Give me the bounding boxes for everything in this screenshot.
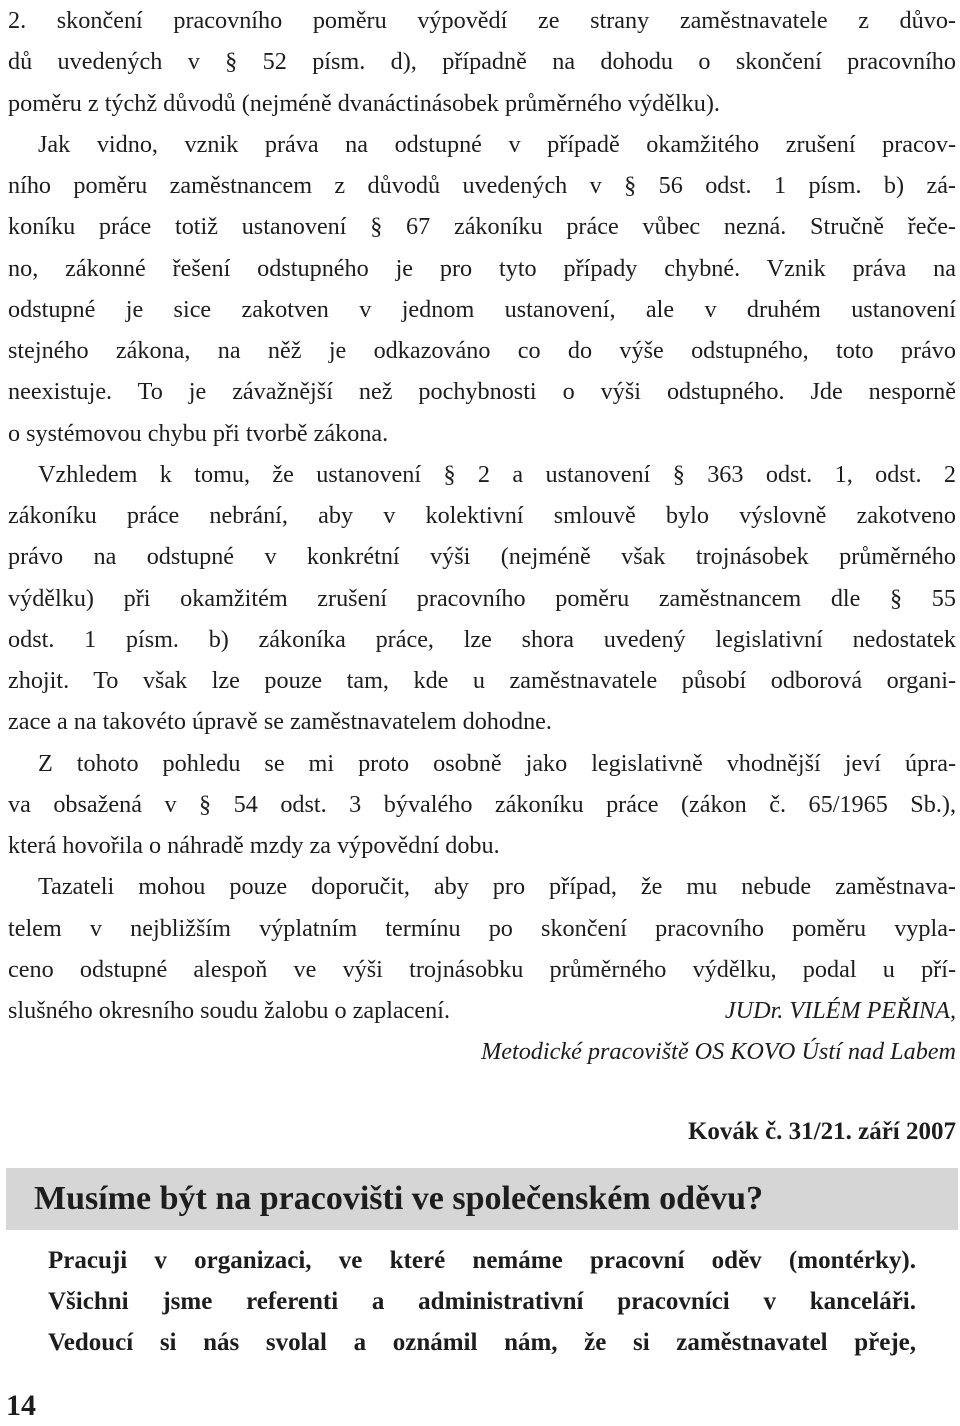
- text-line: odstupné je sice zakotven v jednom ustanovení, ale v druhém ustanovení: [8, 295, 956, 323]
- text-line: Jak vidno, vznik práva na odstupné v případě okamžitého zrušení pracov-: [38, 130, 956, 158]
- text-line: Z tohoto pohledu se mi proto osobně jako legislativně vhodnější jeví úpra-: [38, 749, 956, 777]
- question-line: Všichni jsme referenti a administrativní pracovníci v kanceláři.: [48, 1288, 916, 1315]
- text-line: výdělku) při okamžitém zrušení pracovního poměru zaměstnancem dle § 55: [8, 584, 956, 612]
- signature-name: JUDr. VILÉM PEŘINA,: [724, 997, 956, 1024]
- text-line: zace a na takovéto úpravě se zaměstnavatelem dohodne.: [8, 708, 552, 736]
- text-line: telem v nejbližším výplatním termínu po skončení pracovního poměru vypla-: [8, 914, 956, 942]
- text-line: právo na odstupné v konkrétní výši (nejméně však trojnásobek průměrného: [8, 543, 956, 571]
- text-line: zákoníku práce nebrání, aby v kolektivní smlouvě bylo výslovně zakotveno: [8, 502, 956, 529]
- signature-line: [8, 990, 956, 1031]
- question-line: Pracuji v organizaci, ve které nemáme pracovní oděv (montérky).: [48, 1247, 916, 1274]
- page-number: 14: [6, 1389, 36, 1422]
- text-line: slušného okresního soudu žalobu o zaplacení.: [8, 997, 450, 1024]
- issue-line: Kovák č. 31/21. září 2007: [687, 1118, 956, 1145]
- article-body: [8, 0, 956, 1073]
- text-line: o systémovou chybu při tvorbě zákona.: [8, 419, 389, 447]
- question-body: [48, 1240, 916, 1363]
- text-line: která hovořila o náhradě mzdy za výpovědní dobu.: [8, 832, 500, 859]
- text-line: koníku práce totiž ustanovení § 67 zákoníku práce vůbec nezná. Stručně řeče-: [8, 213, 956, 241]
- text-line: dů uvedených v § 52 písm. d), případně na dohodu o skončení pracovního: [8, 48, 956, 76]
- text-line: poměru z týchž důvodů (nejméně dvanáctinásobek průměrného výdělku).: [8, 89, 720, 117]
- text-line: ního poměru zaměstnancem z důvodů uvedených v § 56 odst. 1 písm. b) zá-: [8, 172, 956, 199]
- text-line: va obsažená v § 54 odst. 3 bývalého zákoníku práce (zákon č. 65/1965 Sb.),: [8, 790, 956, 818]
- section-title: Musíme být na pracovišti ve společenském oděvu?: [34, 1180, 764, 1217]
- question-line: Vedoucí si nás svolal a oznámil nám, že si zaměstnavatel přeje,: [48, 1329, 916, 1356]
- text-line: ceno odstupné alespoň ve výši trojnásobku průměrného výdělku, podal u pří-: [8, 955, 956, 983]
- text-line: 2. skončení pracovního poměru výpovědí ze strany zaměstnavatele z důvo-: [8, 7, 956, 34]
- text-line: Tazateli mohou pouze doporučit, aby pro případ, že mu nebude zaměstnava-: [38, 873, 956, 901]
- text-line: Vzhledem k tomu, že ustanovení § 2 a ustanovení § 363 odst. 1, odst. 2: [38, 460, 956, 488]
- text-line: zhojit. To však lze pouze tam, kde u zaměstnavatele působí odborová organi-: [8, 667, 956, 694]
- text-line: stejného zákona, na něž je odkazováno co do výše odstupného, toto právo: [8, 337, 956, 364]
- text-line: odst. 1 písm. b) zákoníka práce, lze shora uvedený legislativní nedostatek: [8, 625, 956, 653]
- text-line: no, zákonné řešení odstupného je pro tyto případy chybné. Vznik práva na: [8, 254, 956, 282]
- text-line: neexistuje. To je závažnější než pochybnosti o výši odstupného. Jde nesporně: [8, 378, 956, 406]
- signature-org: Metodické pracoviště OS KOVO Ústí nad Labem: [481, 1038, 956, 1066]
